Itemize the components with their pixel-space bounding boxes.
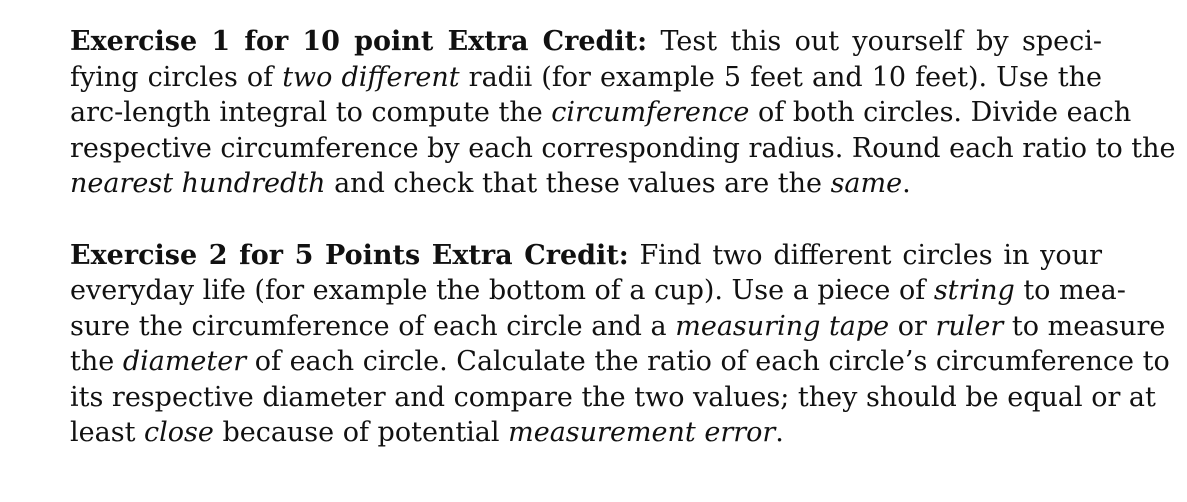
emphasis-text: nearest hundredth (70, 168, 326, 199)
exercise-2-text: to measure (1003, 310, 1166, 342)
exercise-2-line-6 (70, 415, 1102, 451)
emphasis-text: measurement error (508, 417, 776, 448)
exercise-1-line-4: respective circumference by each corresponding radius. Round each ratio to the (70, 132, 1176, 164)
exercise-1-text: radii (for example 5 feet and 10 feet). Use the (459, 61, 1102, 93)
exercise-1-text: arc-length integral to compute the (70, 97, 552, 128)
exercise-2-paragraph (70, 238, 1170, 451)
exercise-1-text: Test this out yourself by speci- (647, 26, 1102, 57)
exercise-2-text: sure the circumference of each circle and a (70, 310, 676, 342)
exercise-2-heading: Exercise 2 for 5 Points Extra Credit: (70, 239, 629, 271)
exercise-2-text: because of potential (213, 417, 509, 448)
exercise-1-text: . (902, 168, 911, 199)
exercise-1-text: fying circles of (70, 61, 283, 93)
exercise-1-heading: Exercise 1 for 10 point Extra Credit: (70, 26, 648, 57)
exercise-2-line-5: its respective diameter and compare the two values; they should be equal or at (70, 381, 1156, 413)
exercise-2-text: or (889, 310, 936, 342)
emphasis-text: close (144, 417, 214, 448)
exercise-2-text: of each circle. Calculate the ratio of each circle’s circumference to (246, 346, 1170, 377)
exercise-2-text: to mea- (1014, 275, 1126, 306)
exercise-1-paragraph (70, 24, 1176, 202)
exercise-1-line-1 (70, 24, 1102, 60)
exercise-2-line-4 (70, 344, 1170, 380)
exercise-2-text: everyday life (for example the bottom of a cup). Use a piece of (70, 275, 934, 306)
exercise-2-text: Find two different circles in your (628, 239, 1102, 271)
exercise-2-line-1 (70, 238, 1102, 274)
exercise-1-text: and check that these values are the (325, 168, 831, 199)
exercise-2-line-3 (70, 309, 1166, 345)
emphasis-text: diameter (122, 346, 247, 377)
emphasis-text: circumference (551, 97, 750, 128)
emphasis-text: measuring tape (675, 310, 890, 342)
exercise-2-text: the (70, 346, 123, 377)
emphasis-text: string (933, 275, 1015, 306)
exercise-1-line-2 (70, 60, 1102, 96)
document-page (70, 24, 1176, 451)
exercise-1-line-5 (70, 166, 1102, 202)
emphasis-text: two different (282, 61, 460, 93)
exercise-2-text: least (70, 417, 144, 448)
exercise-1-text: of both circles. Divide each (749, 97, 1132, 128)
emphasis-text: same (830, 168, 903, 199)
emphasis-text: ruler (935, 310, 1004, 342)
exercise-2-text: . (775, 417, 784, 448)
exercise-1-line-3 (70, 95, 1132, 131)
exercise-2-line-2 (70, 273, 1126, 309)
